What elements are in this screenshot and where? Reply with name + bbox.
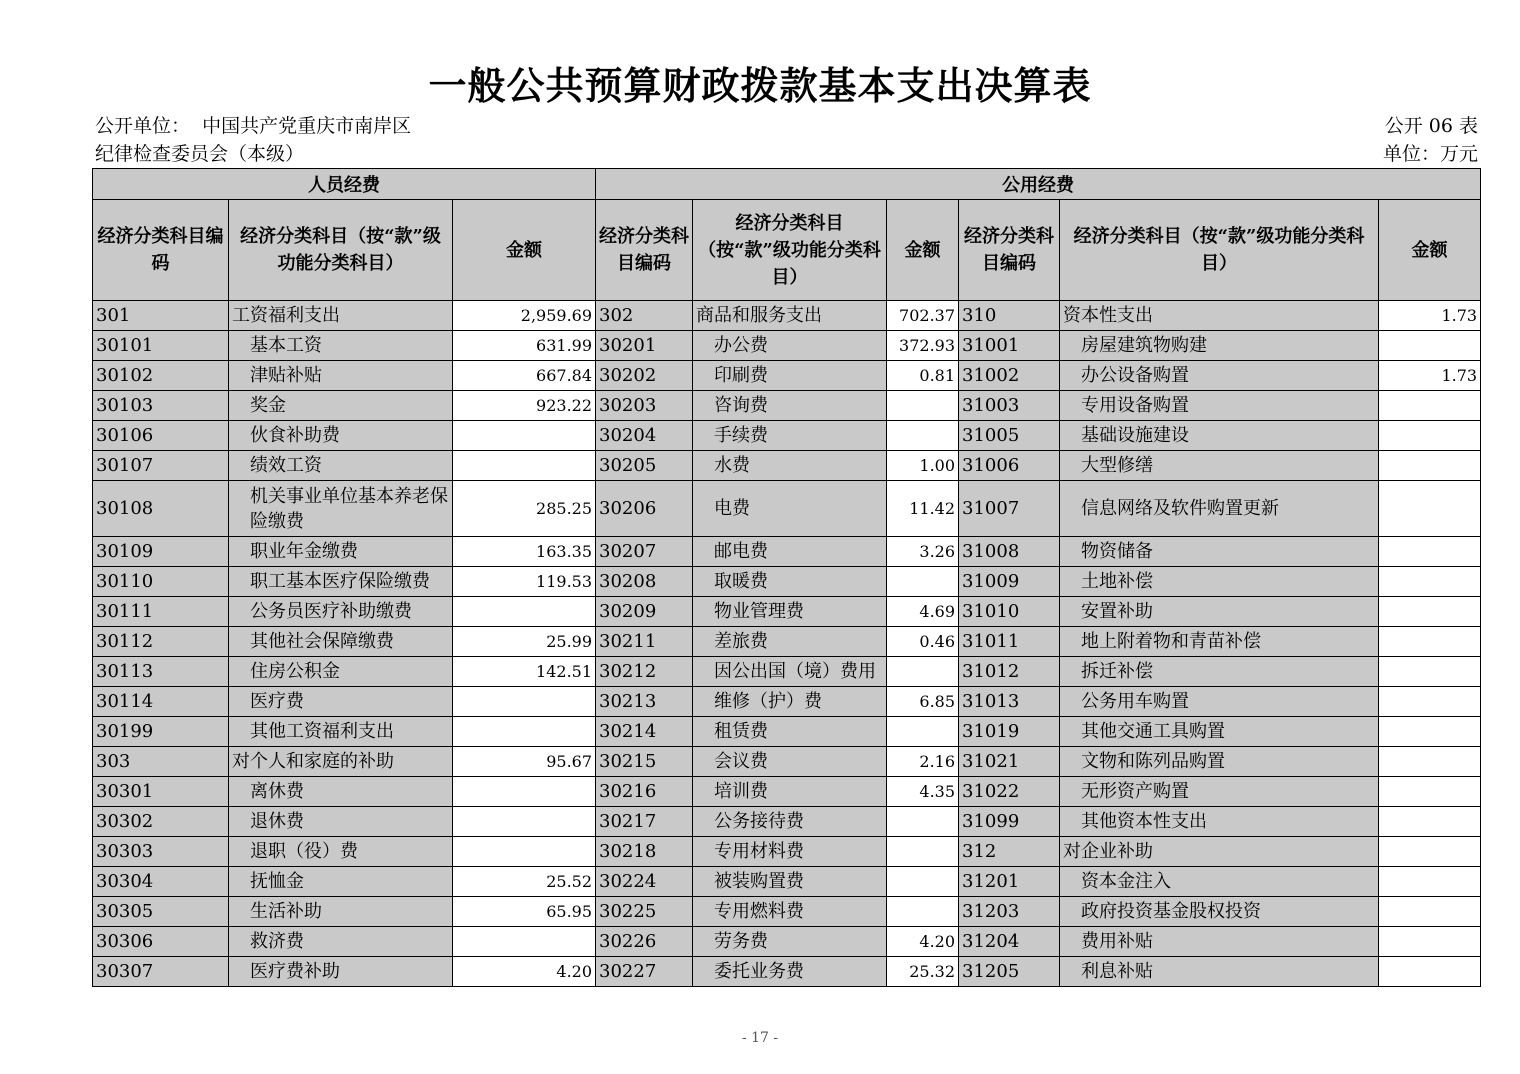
header-g-amount: 金额 [887,200,959,301]
amount-cell: 285.25 [453,481,596,537]
amount-cell [453,421,596,451]
table-row [93,481,1481,537]
amount-cell: 163.35 [453,537,596,567]
header-c-code: 经济分类科目编码 [959,200,1060,301]
name-cell: 办公设备购置 [1060,361,1379,391]
amount-cell [1379,537,1481,567]
unit-label: 公开单位： [95,115,191,137]
budget-table [92,168,1481,987]
name-cell: 机关事业单位基本养老保险缴费 [229,481,453,537]
amount-cell [453,687,596,717]
name-cell: 退休费 [229,807,453,837]
name-cell: 救济费 [229,927,453,957]
table-row [93,627,1481,657]
name-cell: 资本金注入 [1060,867,1379,897]
code-cell: 30306 [93,927,229,957]
group-public: 公用经费 [596,169,1481,200]
name-cell: 租赁费 [693,717,887,747]
name-cell: 土地补偿 [1060,567,1379,597]
table-row [93,777,1481,807]
table-row [93,897,1481,927]
name-cell: 职工基本医疗保险缴费 [229,567,453,597]
name-cell: 物资储备 [1060,537,1379,567]
name-cell: 基础设施建设 [1060,421,1379,451]
header-p-name: 经济分类科目（按“款”级功能分类科目） [229,200,453,301]
code-cell: 31007 [959,481,1060,537]
name-cell: 文物和陈列品购置 [1060,747,1379,777]
amount-cell [1379,717,1481,747]
name-cell: 咨询费 [693,391,887,421]
group-personnel: 人员经费 [93,169,596,200]
amount-cell [1379,597,1481,627]
amount-cell [453,807,596,837]
amount-cell [1379,927,1481,957]
code-cell: 30211 [596,627,693,657]
name-cell: 无形资产购置 [1060,777,1379,807]
unit-name-1: 中国共产党重庆市南岸区 [202,115,412,137]
name-cell: 医疗费补助 [229,957,453,987]
amount-cell [1379,867,1481,897]
table-row [93,687,1481,717]
code-cell: 30102 [93,361,229,391]
code-cell: 30205 [596,451,693,481]
name-cell: 会议费 [693,747,887,777]
amount-cell [887,391,959,421]
code-cell: 31012 [959,657,1060,687]
code-cell: 301 [93,301,229,331]
amount-cell: 923.22 [453,391,596,421]
unit-line-1 [95,112,411,140]
table-row [93,301,1481,331]
amount-cell: 3.26 [887,537,959,567]
code-cell: 303 [93,747,229,777]
amount-cell: 4.35 [887,777,959,807]
name-cell: 利息补贴 [1060,957,1379,987]
name-cell: 医疗费 [229,687,453,717]
code-cell: 30305 [93,897,229,927]
code-cell: 30108 [93,481,229,537]
amount-cell [887,807,959,837]
amount-cell [1379,837,1481,867]
amount-cell: 1.00 [887,451,959,481]
code-cell: 31204 [959,927,1060,957]
name-cell: 津贴补贴 [229,361,453,391]
table-row [93,657,1481,687]
name-cell: 公务员医疗补助缴费 [229,597,453,627]
code-cell: 31019 [959,717,1060,747]
amount-cell: 119.53 [453,567,596,597]
code-cell: 30101 [93,331,229,361]
header-p-code: 经济分类科目编码 [93,200,229,301]
name-cell: 地上附着物和青苗补偿 [1060,627,1379,657]
amount-cell: 4.20 [453,957,596,987]
amount-cell: 372.93 [887,331,959,361]
code-cell: 30224 [596,867,693,897]
amount-cell [1379,897,1481,927]
amount-cell: 4.20 [887,927,959,957]
amount-cell [1379,807,1481,837]
name-cell: 因公出国（境）费用 [693,657,887,687]
code-cell: 31022 [959,777,1060,807]
amount-cell: 65.95 [453,897,596,927]
code-cell: 30106 [93,421,229,451]
code-cell: 30209 [596,597,693,627]
code-cell: 30110 [93,567,229,597]
name-cell: 伙食补助费 [229,421,453,451]
name-cell: 公务用车购置 [1060,687,1379,717]
name-cell: 公务接待费 [693,807,887,837]
code-cell: 30114 [93,687,229,717]
amount-cell [1379,451,1481,481]
name-cell: 基本工资 [229,331,453,361]
name-cell: 费用补贴 [1060,927,1379,957]
amount-cell: 11.42 [887,481,959,537]
amount-cell: 25.99 [453,627,596,657]
name-cell: 职业年金缴费 [229,537,453,567]
amount-cell [1379,627,1481,657]
table-row [93,597,1481,627]
name-cell: 电费 [693,481,887,537]
name-cell: 拆迁补偿 [1060,657,1379,687]
code-cell: 30113 [93,657,229,687]
name-cell: 工资福利支出 [229,301,453,331]
name-cell: 水费 [693,451,887,481]
amount-cell [453,717,596,747]
table-row [93,807,1481,837]
name-cell: 委托业务费 [693,957,887,987]
amount-cell [887,657,959,687]
code-cell: 30303 [93,837,229,867]
amount-cell: 95.67 [453,747,596,777]
code-cell: 30304 [93,867,229,897]
name-cell: 培训费 [693,777,887,807]
table-number: 公开 06 表 [1384,115,1478,137]
table-row [93,747,1481,777]
code-cell: 31001 [959,331,1060,361]
name-cell: 资本性支出 [1060,301,1379,331]
name-cell: 安置补助 [1060,597,1379,627]
amount-cell: 631.99 [453,331,596,361]
name-cell: 抚恤金 [229,867,453,897]
amount-cell: 667.84 [453,361,596,391]
name-cell: 奖金 [229,391,453,421]
amount-cell [1379,391,1481,421]
amount-cell [1379,957,1481,987]
name-cell: 其他交通工具购置 [1060,717,1379,747]
amount-cell [887,717,959,747]
name-cell: 其他社会保障缴费 [229,627,453,657]
code-cell: 31021 [959,747,1060,777]
amount-cell: 6.85 [887,687,959,717]
name-cell: 对企业补助 [1060,837,1379,867]
code-cell: 30204 [596,421,693,451]
name-cell: 其他资本性支出 [1060,807,1379,837]
name-cell: 手续费 [693,421,887,451]
table-row [93,537,1481,567]
code-cell: 30201 [596,331,693,361]
amount-cell: 2.16 [887,747,959,777]
name-cell: 办公费 [693,331,887,361]
name-cell: 住房公积金 [229,657,453,687]
amount-cell [1379,747,1481,777]
code-cell: 31205 [959,957,1060,987]
name-cell: 差旅费 [693,627,887,657]
code-cell: 30213 [596,687,693,717]
code-cell: 30214 [596,717,693,747]
amount-cell: 142.51 [453,657,596,687]
amount-cell [1379,657,1481,687]
table-row [93,927,1481,957]
code-cell: 312 [959,837,1060,867]
name-cell: 物业管理费 [693,597,887,627]
table-row [93,331,1481,361]
code-cell: 31002 [959,361,1060,391]
amount-cell: 25.52 [453,867,596,897]
name-cell: 退职（役）费 [229,837,453,867]
table-row [93,361,1481,391]
code-cell: 30203 [596,391,693,421]
table-row [93,717,1481,747]
code-cell: 30107 [93,451,229,481]
table-row [93,567,1481,597]
name-cell: 生活补助 [229,897,453,927]
code-cell: 31201 [959,867,1060,897]
header-c-amount: 金额 [1379,200,1481,301]
name-cell: 房屋建筑物购建 [1060,331,1379,361]
code-cell: 30226 [596,927,693,957]
table-row [93,421,1481,451]
amount-cell: 702.37 [887,301,959,331]
amount-cell [453,597,596,627]
amount-cell [887,567,959,597]
code-cell: 30103 [93,391,229,421]
name-cell: 大型修缮 [1060,451,1379,481]
code-cell: 31009 [959,567,1060,597]
name-cell: 维修（护）费 [693,687,887,717]
name-cell: 绩效工资 [229,451,453,481]
name-cell: 被装购置费 [693,867,887,897]
name-cell: 专用材料费 [693,837,887,867]
code-cell: 30212 [596,657,693,687]
table-row [93,391,1481,421]
table-row [93,867,1481,897]
name-cell: 邮电费 [693,537,887,567]
code-cell: 30217 [596,807,693,837]
name-cell: 劳务费 [693,927,887,957]
name-cell: 政府投资基金股权投资 [1060,897,1379,927]
name-cell: 信息网络及软件购置更新 [1060,481,1379,537]
code-cell: 30109 [93,537,229,567]
amount-cell [453,927,596,957]
amount-cell [453,451,596,481]
header-p-amount: 金额 [453,200,596,301]
amount-cell [887,837,959,867]
amount-cell: 0.46 [887,627,959,657]
page-number: - 17 - [741,1030,779,1046]
code-cell: 30206 [596,481,693,537]
code-cell: 31011 [959,627,1060,657]
header-g-name: 经济分类科目（按“款”级功能分类科目） [693,200,887,301]
table-row [93,957,1481,987]
amount-cell: 1.73 [1379,361,1481,391]
code-cell: 31099 [959,807,1060,837]
code-cell: 30225 [596,897,693,927]
code-cell: 31003 [959,391,1060,421]
amount-cell [1379,421,1481,451]
code-cell: 31005 [959,421,1060,451]
amount-cell: 2,959.69 [453,301,596,331]
code-cell: 30227 [596,957,693,987]
code-cell: 30218 [596,837,693,867]
name-cell: 专用燃料费 [693,897,887,927]
code-cell: 31010 [959,597,1060,627]
amount-cell [887,897,959,927]
code-cell: 30302 [93,807,229,837]
amount-cell [453,837,596,867]
page-title: 一般公共预算财政拨款基本支出决算表 [428,63,1092,108]
amount-cell: 1.73 [1379,301,1481,331]
unit-name-2: 纪律检查委员会（本级） [95,143,305,165]
amount-cell [453,777,596,807]
code-cell: 310 [959,301,1060,331]
amount-cell [1379,687,1481,717]
amount-cell: 4.69 [887,597,959,627]
amount-cell [887,421,959,451]
code-cell: 30301 [93,777,229,807]
code-cell: 30216 [596,777,693,807]
name-cell: 对个人和家庭的补助 [229,747,453,777]
amount-cell [1379,567,1481,597]
code-cell: 30207 [596,537,693,567]
currency-unit: 单位：万元 [1382,143,1478,165]
code-cell: 302 [596,301,693,331]
code-cell: 30111 [93,597,229,627]
code-cell: 30112 [93,627,229,657]
code-cell: 31013 [959,687,1060,717]
amount-cell: 25.32 [887,957,959,987]
amount-cell [887,867,959,897]
name-cell: 其他工资福利支出 [229,717,453,747]
amount-cell [1379,481,1481,537]
code-cell: 30208 [596,567,693,597]
table-body [93,301,1481,987]
header-g-code: 经济分类科目编码 [596,200,693,301]
name-cell: 商品和服务支出 [693,301,887,331]
amount-cell: 0.81 [887,361,959,391]
code-cell: 30215 [596,747,693,777]
name-cell: 专用设备购置 [1060,391,1379,421]
header-c-name: 经济分类科目（按“款”级功能分类科目） [1060,200,1379,301]
name-cell: 离休费 [229,777,453,807]
table-row [93,451,1481,481]
table-row [93,837,1481,867]
code-cell: 31203 [959,897,1060,927]
code-cell: 30199 [93,717,229,747]
name-cell: 取暖费 [693,567,887,597]
name-cell: 印刷费 [693,361,887,391]
code-cell: 30307 [93,957,229,987]
amount-cell [1379,777,1481,807]
code-cell: 31006 [959,451,1060,481]
code-cell: 30202 [596,361,693,391]
code-cell: 31008 [959,537,1060,567]
amount-cell [1379,331,1481,361]
